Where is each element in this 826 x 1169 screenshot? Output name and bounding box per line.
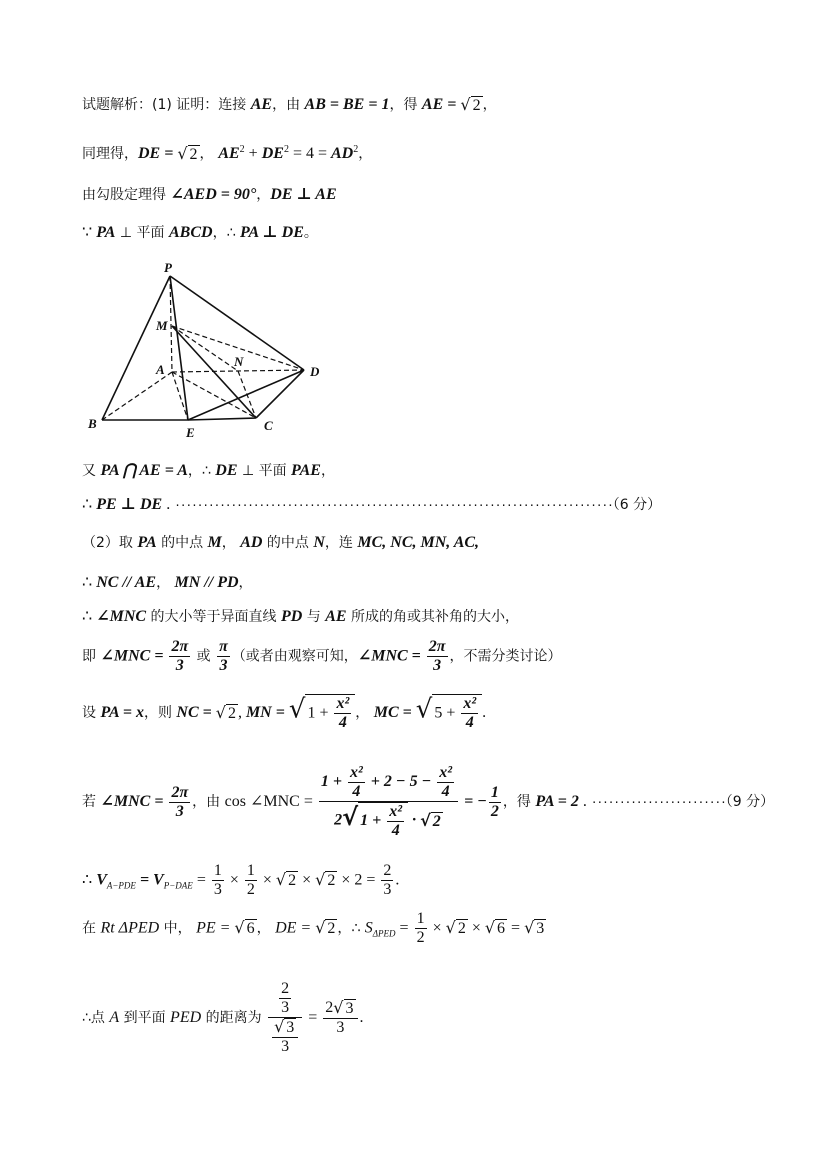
line-12: 若 ∠MNC = $\frac{2\pi}{3}$ ，由 cos ∠MNC = 1 + $\frac{\text{x²}}{4}$ + 2 − 5 − $\frac{\text{x²}}{4}$ 2√ 1 + $\frac{\text{x²}}{4}$ · √ 2 = − $\frac{1}{2}$ ，得 PA = 2 . ························（9 分） (82, 764, 775, 839)
label-C: C (264, 418, 273, 433)
label-M: M (156, 318, 168, 333)
edge-CD (256, 370, 304, 418)
fraction: $\frac{1}{2}$ (416, 910, 425, 946)
fraction: $\frac{2}{3}$ (383, 862, 392, 898)
fraction: $\frac{\text{x²}}{4}$ (336, 695, 350, 731)
sqrt: √ 5 + $\frac{\text{x²}}{4}$ (416, 694, 482, 732)
line-11: 设 PA = x，则 NC = √ 2 , MN = √ 1 + $\frac{\text{x²}}{4}$ ， MC = √ 5 + $\frac{\text{x²}}{4}$ . (82, 694, 487, 731)
line-2: 同理得，DE = √ 2 ， $AE^2 + DE^2 = 4 = AD^2$， (82, 143, 373, 163)
label-B: B (88, 416, 97, 431)
sqrt: √ 2 (315, 870, 336, 889)
fraction: $\frac{2\pi}{3}$ (171, 638, 189, 674)
fraction: $\frac{1}{2}$ (246, 862, 255, 898)
fraction: $\frac{\text{x²}}{4}$ (463, 695, 477, 731)
line-1: 试题解析：(1) 证明：连接 AE，由 AB = BE = 1，得 AE = √ 2 ， (82, 94, 497, 114)
edge-MN (172, 326, 238, 371)
label-D: D (310, 364, 320, 379)
sqrt: √ 1 + $\frac{\text{x²}}{4}$ (289, 694, 355, 732)
edge-PE (170, 276, 188, 420)
label-N: N (234, 354, 244, 369)
fraction: $\frac{2√ 3}{3}$ (323, 999, 357, 1037)
sqrt: √ 2 (275, 870, 297, 889)
sqrt: √ 3 (524, 918, 545, 937)
edge-PB (102, 276, 170, 420)
line-9: ∴ ∠MNC 的大小等于异面直线 PD 与 AE 所成的角或其补角的大小， (82, 608, 519, 625)
sqrt: √ 2 (177, 143, 198, 163)
edge-NC (238, 371, 256, 418)
sqrt: √ 2 (460, 94, 481, 114)
sqrt: √ 2 (215, 702, 236, 722)
edge-EC (188, 418, 256, 420)
line-15: ∴点 A 到平面 PED 的距离为 $\frac{\frac{2}{3}}{\frac{√ 3}{3}}$ = $\frac{2√ 3}{3}$ . (82, 980, 364, 1055)
label-P: P (164, 262, 172, 275)
fraction: $\frac{2\pi}{3}$ (171, 783, 189, 820)
line-10: 即 ∠MNC = $\frac{2\pi}{3}$ 或 $\frac{\pi}{3}$ （或者由观察可知，∠MNC = $\frac{2\pi}{3}$ ，不需分类讨论） (82, 638, 562, 674)
label-E: E (186, 425, 195, 440)
sqrt: √ 6 (484, 918, 506, 937)
line-6: ∴ PE ⊥ DE . ··············································································（6 分） (82, 496, 662, 513)
fraction: $\frac{1}{2}$ (490, 783, 499, 820)
sqrt: √ 2 (445, 918, 466, 937)
label-A: A (156, 362, 165, 377)
compound-fraction: $\frac{\frac{2}{3}}{\frac{√ 3}{3}}$ (268, 980, 302, 1056)
line-14: 在 Rt ΔPED 中， PE = √ 6 ， DE = √ 2 ，∴ $S_{\Delta PED}$ = $\frac{1}{2}$ × √ 2 × √ 6 = √ 3 (82, 910, 545, 946)
sqrt: √ 2 (315, 918, 336, 937)
fraction: $\frac{1}{3}$ (213, 862, 222, 898)
line-13: ∴ $V_{A-PDE} = V_{P-DAE}$ = $\frac{1}{3}$ × $\frac{1}{2}$ × √ 2 × √ 2 × 2 = $\frac{2}{3}$ . (82, 862, 400, 898)
fraction: $\frac{2\pi}{3}$ (428, 638, 446, 674)
line-5: 又 PA ⋂ AE = A，∴ DE ⊥ 平面 PAE， (82, 462, 335, 479)
fraction: $\frac{\pi}{3}$ (219, 638, 228, 674)
line-4: ∵ PA ⊥ 平面 ABCD，∴ PA ⊥ DE。 (82, 224, 318, 241)
sqrt: √ 6 (234, 918, 255, 937)
cos-fraction: 1 + $\frac{\text{x²}}{4}$ + 2 − 5 − $\frac{\text{x²}}{4}$ 2√ 1 + $\frac{\text{x²}}{4}$ · √ 2 (319, 764, 458, 840)
line-8: ∴ NC // AE， MN // PD， (82, 574, 253, 591)
line-3: 由勾股定理得 ∠AED = 90°，DE ⊥ AE (82, 186, 337, 203)
pyramid-figure (80, 262, 340, 442)
line-7: （2）取 PA 的中点 M， AD 的中点 N，连 MC, NC, MN, AC, (82, 534, 480, 551)
